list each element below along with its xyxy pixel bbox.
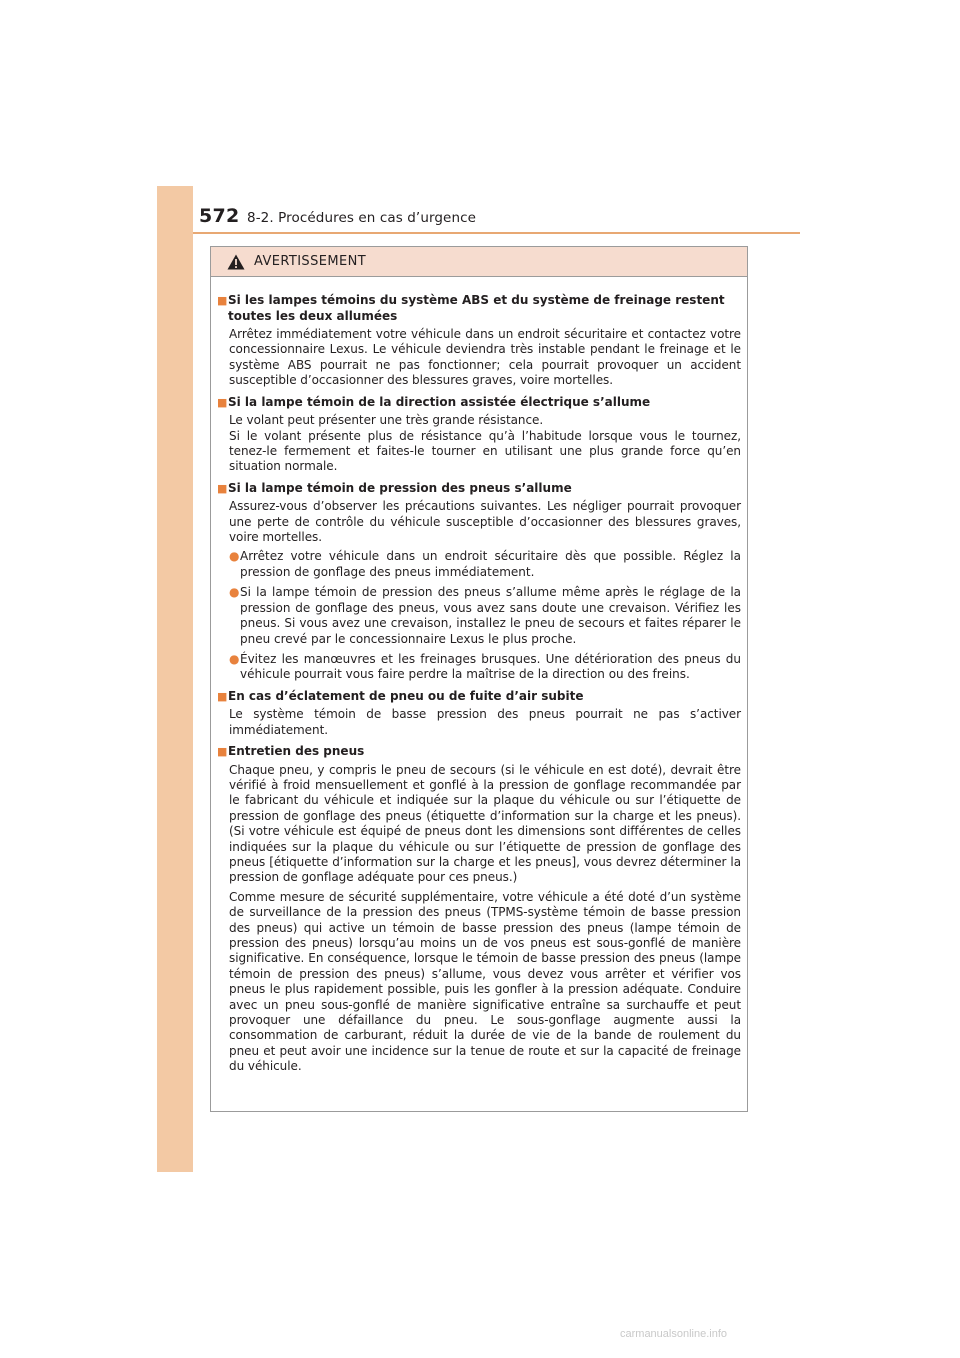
square-bullet-icon: ■	[217, 395, 228, 409]
warning-item-abs-brake	[217, 293, 741, 389]
header-rule	[193, 232, 800, 234]
square-bullet-icon: ■	[217, 481, 228, 495]
chapter-side-band	[157, 186, 193, 1172]
square-bullet-icon: ■	[217, 745, 228, 759]
item-heading: ■ Si la lampe témoin de la direction assistée électrique s’allume	[217, 394, 651, 409]
item-heading: ■ Si la lampe témoin de pression des pneus s’allume	[217, 480, 572, 495]
item-paragraph: Chaque pneu, y compris le pneu de secours (si le véhicule en est doté), devrait être vérifié à froid mensuellement et gonflé à la pression de gonflage recommandée par le fabricant du véhicule et indiquée sur la plaque du véhicule ou sur l’étiquette de pression de gonflage des pneus (étiquette d’information sur la charge et les pneus). (Si votre véhicule est équipé de pneus dont les dimensions sont différentes de celles indiquées sur la plaque du véhicule ou sur l’étiquette de pression de gonflage des pneus [étiquette d’information sur la charge et les pneus], vous devrez déterminer la pression de gonflage adéquate pour ces pneus.)	[229, 762, 741, 885]
list-item: ● Si la lampe témoin de pression des pneus s’allume même après le réglage de la pression de gonflage des pneus, vous avez sans doute une crevaison. Vérifiez les pneus. Si vous avez une crevaison, installez le pneu de secours et faites réparer le pneu crevé par le concessionnaire Lexus le plus proche.	[229, 585, 741, 646]
warning-title: AVERTISSEMENT	[254, 254, 367, 269]
footer-watermark[interactable]: carmanualsonline.info	[620, 1328, 728, 1340]
item-paragraph: Arrêtez immédiatement votre véhicule dans un endroit sécuritaire et contactez votre concessionnaire Lexus. Le véhicule deviendra très instable pendant le freinage et le système ABS pourrait ne pas fonctionner; cela pourrait provoquer un accident susceptible d’occasionner des blessures graves, voire mortelles.	[229, 327, 741, 388]
item-paragraph: Le système témoin de basse pression des pneus pourrait ne pas s’activer immédiatement.	[229, 707, 741, 737]
item-paragraph: Comme mesure de sécurité supplémentaire, votre véhicule a été doté d’un système de surveillance de la pression des pneus (TPMS-système témoin de basse pression des pneus) qui active un témoin de basse pression des pneus (lampe témoin de pression des pneus) lorsqu’au moins un de vos pneus est sous-gonflé de manière significative. En conséquence, lorsque le témoin de basse pression des pneus (lampe témoin de pression des pneus) s’allume, vous devez vous arrêter et vérifier vos pneus le plus rapidement possible, puis les gonfler à la pression adéquate. Conduire avec un pneu sous-gonflé de manière significative entraîne sa surchauffe et peut provoquer une défaillance du pneu. Le sous-gonflage augmente aussi la consommation de carburant, réduit la durée de vie de la bande de roulement du pneu et peut avoir une incidence sur la tenue de route et sur la capacité de freinage du véhicule.	[229, 889, 741, 1074]
page-number: 572	[199, 205, 240, 227]
square-bullet-icon: ■	[217, 689, 228, 703]
round-bullet-icon: ●	[229, 585, 240, 600]
square-bullet-icon: ■	[217, 294, 228, 307]
warning-item-tire-burst	[217, 689, 741, 738]
item-paragraph: Le volant peut présenter une très grande résistance.	[229, 413, 544, 428]
round-bullet-icon: ●	[229, 651, 240, 666]
item-heading: ■ En cas d’éclatement de pneu ou de fuite d’air subite	[217, 688, 584, 703]
item-paragraph: Si le volant présente plus de résistance qu’à l’habitude lorsque vous le tournez, tenez-le fermement et faites-le tourner en utilisant une plus grande force qu’en situation normale.	[229, 428, 741, 474]
warning-item-tire-maintenance	[217, 744, 741, 1075]
list-item: ● Arrêtez votre véhicule dans un endroit sécuritaire dès que possible. Réglez la pression de gonflage des pneus immédiatement.	[229, 549, 741, 579]
warning-triangle-icon	[227, 254, 245, 270]
warning-body	[211, 277, 747, 1075]
list-item: ● Évitez les manœuvres et les freinages brusques. Une détérioration des pneus du véhicule pourrait vous faire perdre la maîtrise de la direction ou des freins.	[229, 651, 741, 682]
warning-item-tire-pressure	[217, 481, 741, 683]
warning-item-power-steering	[217, 395, 741, 475]
item-paragraph: Assurez-vous d’observer les précautions suivantes. Les négliger pourrait provoquer une perte de contrôle du véhicule susceptible d’occasionner des blessures graves, voire mortelles.	[229, 499, 741, 545]
warning-box	[210, 246, 748, 1112]
warning-header	[211, 247, 747, 277]
item-heading: ■ Si les lampes témoins du système ABS et du système de freinage restent toutes les deux allumées	[217, 293, 725, 323]
item-heading: ■ Entretien des pneus	[217, 744, 365, 759]
round-bullet-icon: ●	[229, 549, 240, 564]
section-title: 8-2. Procédures en cas d’urgence	[247, 210, 477, 226]
